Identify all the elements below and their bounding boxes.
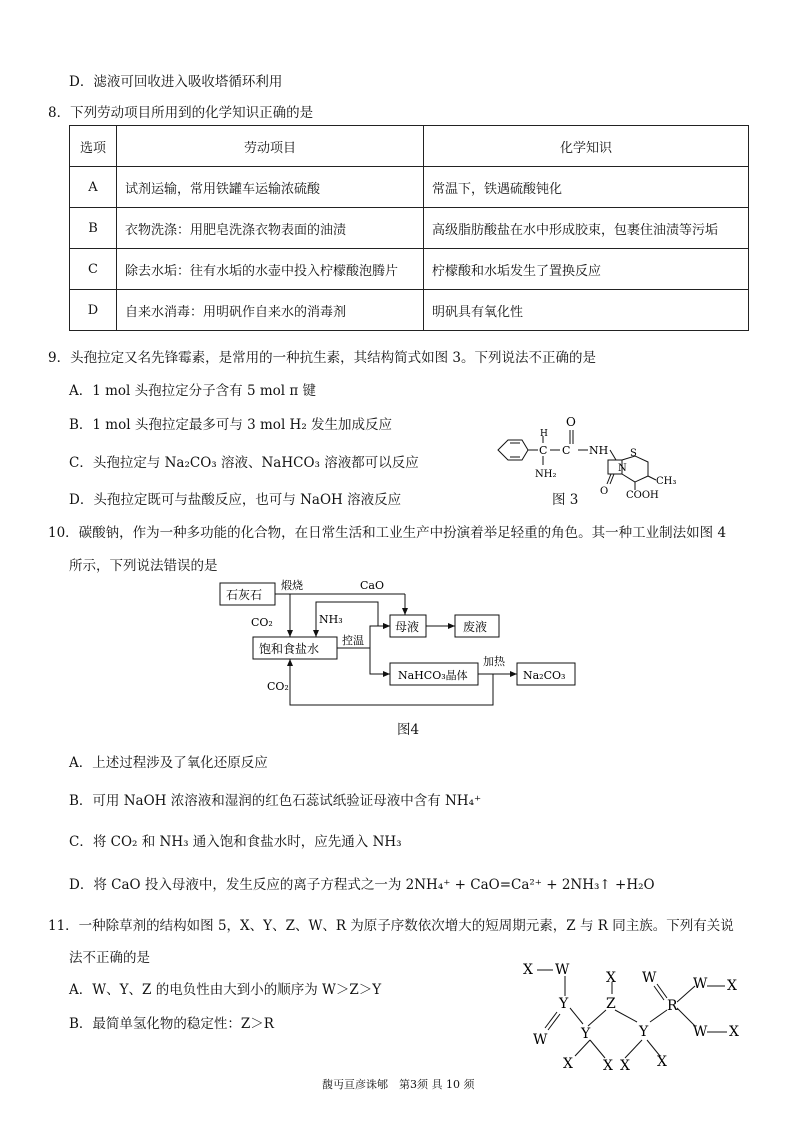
atom-x: X — [523, 962, 533, 978]
table-cell: A — [70, 167, 117, 208]
table-row — [70, 167, 749, 208]
flow-nahco3-crystal: NaHCO₃晶体 — [398, 669, 468, 682]
methyl-label: CH₃ — [656, 476, 677, 487]
atom-w: W — [533, 1032, 548, 1048]
flow-calcine: 煅烧 — [281, 579, 303, 592]
table-cell: D — [70, 290, 117, 331]
q10-option-c: C．将 CO₂ 和 NH₃ 通入饱和食盐水时，应先通入 NH₃ — [69, 834, 402, 850]
table-row — [70, 290, 749, 331]
q9-option-d: D．头孢拉定既可与盐酸反应，也可与 NaOH 溶液反应 — [69, 492, 402, 508]
table-header-row — [70, 126, 749, 167]
carboxyl-label: COOH — [626, 490, 659, 501]
atom-x: X — [606, 970, 616, 986]
table-cell: 衣物洗涤：用肥皂洗涤衣物表面的油渍 — [117, 208, 424, 249]
oxygen-label: O — [566, 415, 576, 429]
table-cell: 试剂运输，常用铁罐车运输浓硫酸 — [117, 167, 424, 208]
q11-stem-line1: 11．一种除草剂的结构如图 5，X、Y、Z、W、R 为原子序数依次增大的短周期元素，Z 与 R 同主族。下列有关说 — [48, 918, 734, 934]
table-row — [70, 249, 749, 290]
flow-nh3: NH₃ — [319, 613, 343, 626]
table-cell: 常温下，铁遇硫酸钝化 — [424, 167, 749, 208]
table-header: 选项 — [70, 126, 117, 167]
sulfur-label: S — [630, 448, 637, 459]
figure-5-herbicide-structure — [515, 958, 755, 1076]
atom-w: W — [693, 976, 708, 992]
flow-product: Na₂CO₃ — [523, 669, 566, 682]
carbon-label: C — [539, 444, 548, 457]
atom-w: W — [555, 962, 570, 978]
q8-table — [69, 125, 749, 331]
flow-temp-control: 控温 — [342, 634, 364, 647]
amide-nh-label: NH — [589, 444, 609, 457]
page-footer: 馥丏亘彦诛郇 第3须 具 10 须 — [322, 1078, 475, 1091]
table-cell: 高级脂肪酸盐在水中形成胶束，包裹住油渍等污垢 — [424, 208, 749, 249]
atom-x: X — [727, 978, 737, 994]
flow-heat: 加热 — [483, 655, 505, 668]
q10-option-a: A．上述过程涉及了氧化还原反应 — [69, 755, 268, 771]
nitrogen-label: N — [618, 463, 627, 474]
flow-co2: CO₂ — [251, 616, 273, 629]
atom-x: X — [603, 1058, 613, 1074]
table-cell: 柠檬酸和水垢发生了置换反应 — [424, 249, 749, 290]
table-cell: B — [70, 208, 117, 249]
flow-brine: 饱和食盐水 — [259, 642, 320, 656]
atom-y: Y — [581, 1026, 591, 1042]
atom-x: X — [729, 1024, 739, 1040]
q11-option-b: B．最简单氢化物的稳定性：Z＞R — [69, 1016, 274, 1032]
q9-option-c: C．头孢拉定与 Na₂CO₃ 溶液、NaHCO₃ 溶液都可以反应 — [69, 455, 419, 471]
amine-label: NH₂ — [535, 469, 557, 480]
table-cell: C — [70, 249, 117, 290]
table-cell: 明矾具有氧化性 — [424, 290, 749, 331]
carbon-label: C — [562, 444, 571, 457]
q11-option-a: A．W、Y、Z 的电负性由大到小的顺序为 W＞Z＞Y — [69, 982, 382, 998]
q11-stem-line2: 法不正确的是 — [69, 950, 150, 966]
flow-limestone: 石灰石 — [226, 588, 263, 602]
oxygen-label: O — [600, 486, 609, 497]
atom-y: Y — [559, 996, 569, 1012]
flow-cao: CaO — [360, 579, 384, 592]
q10-option-b: B．可用 NaOH 浓溶液和湿润的红色石蕊试纸验证母液中含有 NH₄⁺ — [69, 793, 482, 809]
q10-stem-line1: 10．碳酸钠，作为一种多功能的化合物，在日常生活和工业生产中扮演着举足轻重的角色。其一种工业制法如图 4 — [48, 525, 727, 541]
atom-y: Y — [639, 1024, 649, 1040]
flow-waste: 废液 — [463, 620, 488, 634]
figure-4-caption: 图4 — [397, 722, 420, 738]
q7-option-d: D．滤液可回收进入吸收塔循环利用 — [69, 74, 283, 90]
atom-z: Z — [606, 996, 616, 1012]
atom-w: W — [642, 970, 657, 986]
atom-w: W — [693, 1024, 708, 1040]
atom-x: X — [620, 1058, 630, 1074]
table-header: 化学知识 — [424, 126, 749, 167]
flow-co2-return: CO₂ — [267, 680, 289, 693]
table-cell: 自来水消毒：用明矾作自来水的消毒剂 — [117, 290, 424, 331]
table-header: 劳动项目 — [117, 126, 424, 167]
q10-option-d: D．将 CaO 投入母液中，发生反应的离子方程式之一为 2NH₄⁺ + CaO=Ca²⁺ + 2NH₃↑ +H₂O — [69, 877, 655, 893]
table-cell: 除去水垢：往有水垢的水壶中投入柠檬酸泡腾片 — [117, 249, 424, 290]
q10-stem-line2: 所示，下列说法错误的是 — [69, 558, 218, 574]
q9-option-a: A．1 mol 头孢拉定分子含有 5 mol π 键 — [69, 383, 317, 399]
atom-x: X — [657, 1054, 667, 1070]
figure-3-cephradine-structure — [490, 410, 700, 505]
figure-4-flowchart — [215, 575, 580, 715]
atom-r: R — [667, 998, 678, 1014]
atom-x: X — [563, 1056, 573, 1072]
figure-3-caption: 图 3 — [552, 492, 579, 508]
q8-stem: 8．下列劳动项目所用到的化学知识正确的是 — [48, 105, 314, 121]
hydrogen-label: H — [540, 429, 548, 439]
q9-option-b: B．1 mol 头孢拉定最多可与 3 mol H₂ 发生加成反应 — [69, 417, 393, 433]
flow-mother-liquor: 母液 — [395, 620, 420, 634]
table-row — [70, 208, 749, 249]
q9-stem: 9．头孢拉定又名先锋霉素，是常用的一种抗生素，其结构简式如图 3。下列说法不正确的是 — [48, 350, 596, 366]
